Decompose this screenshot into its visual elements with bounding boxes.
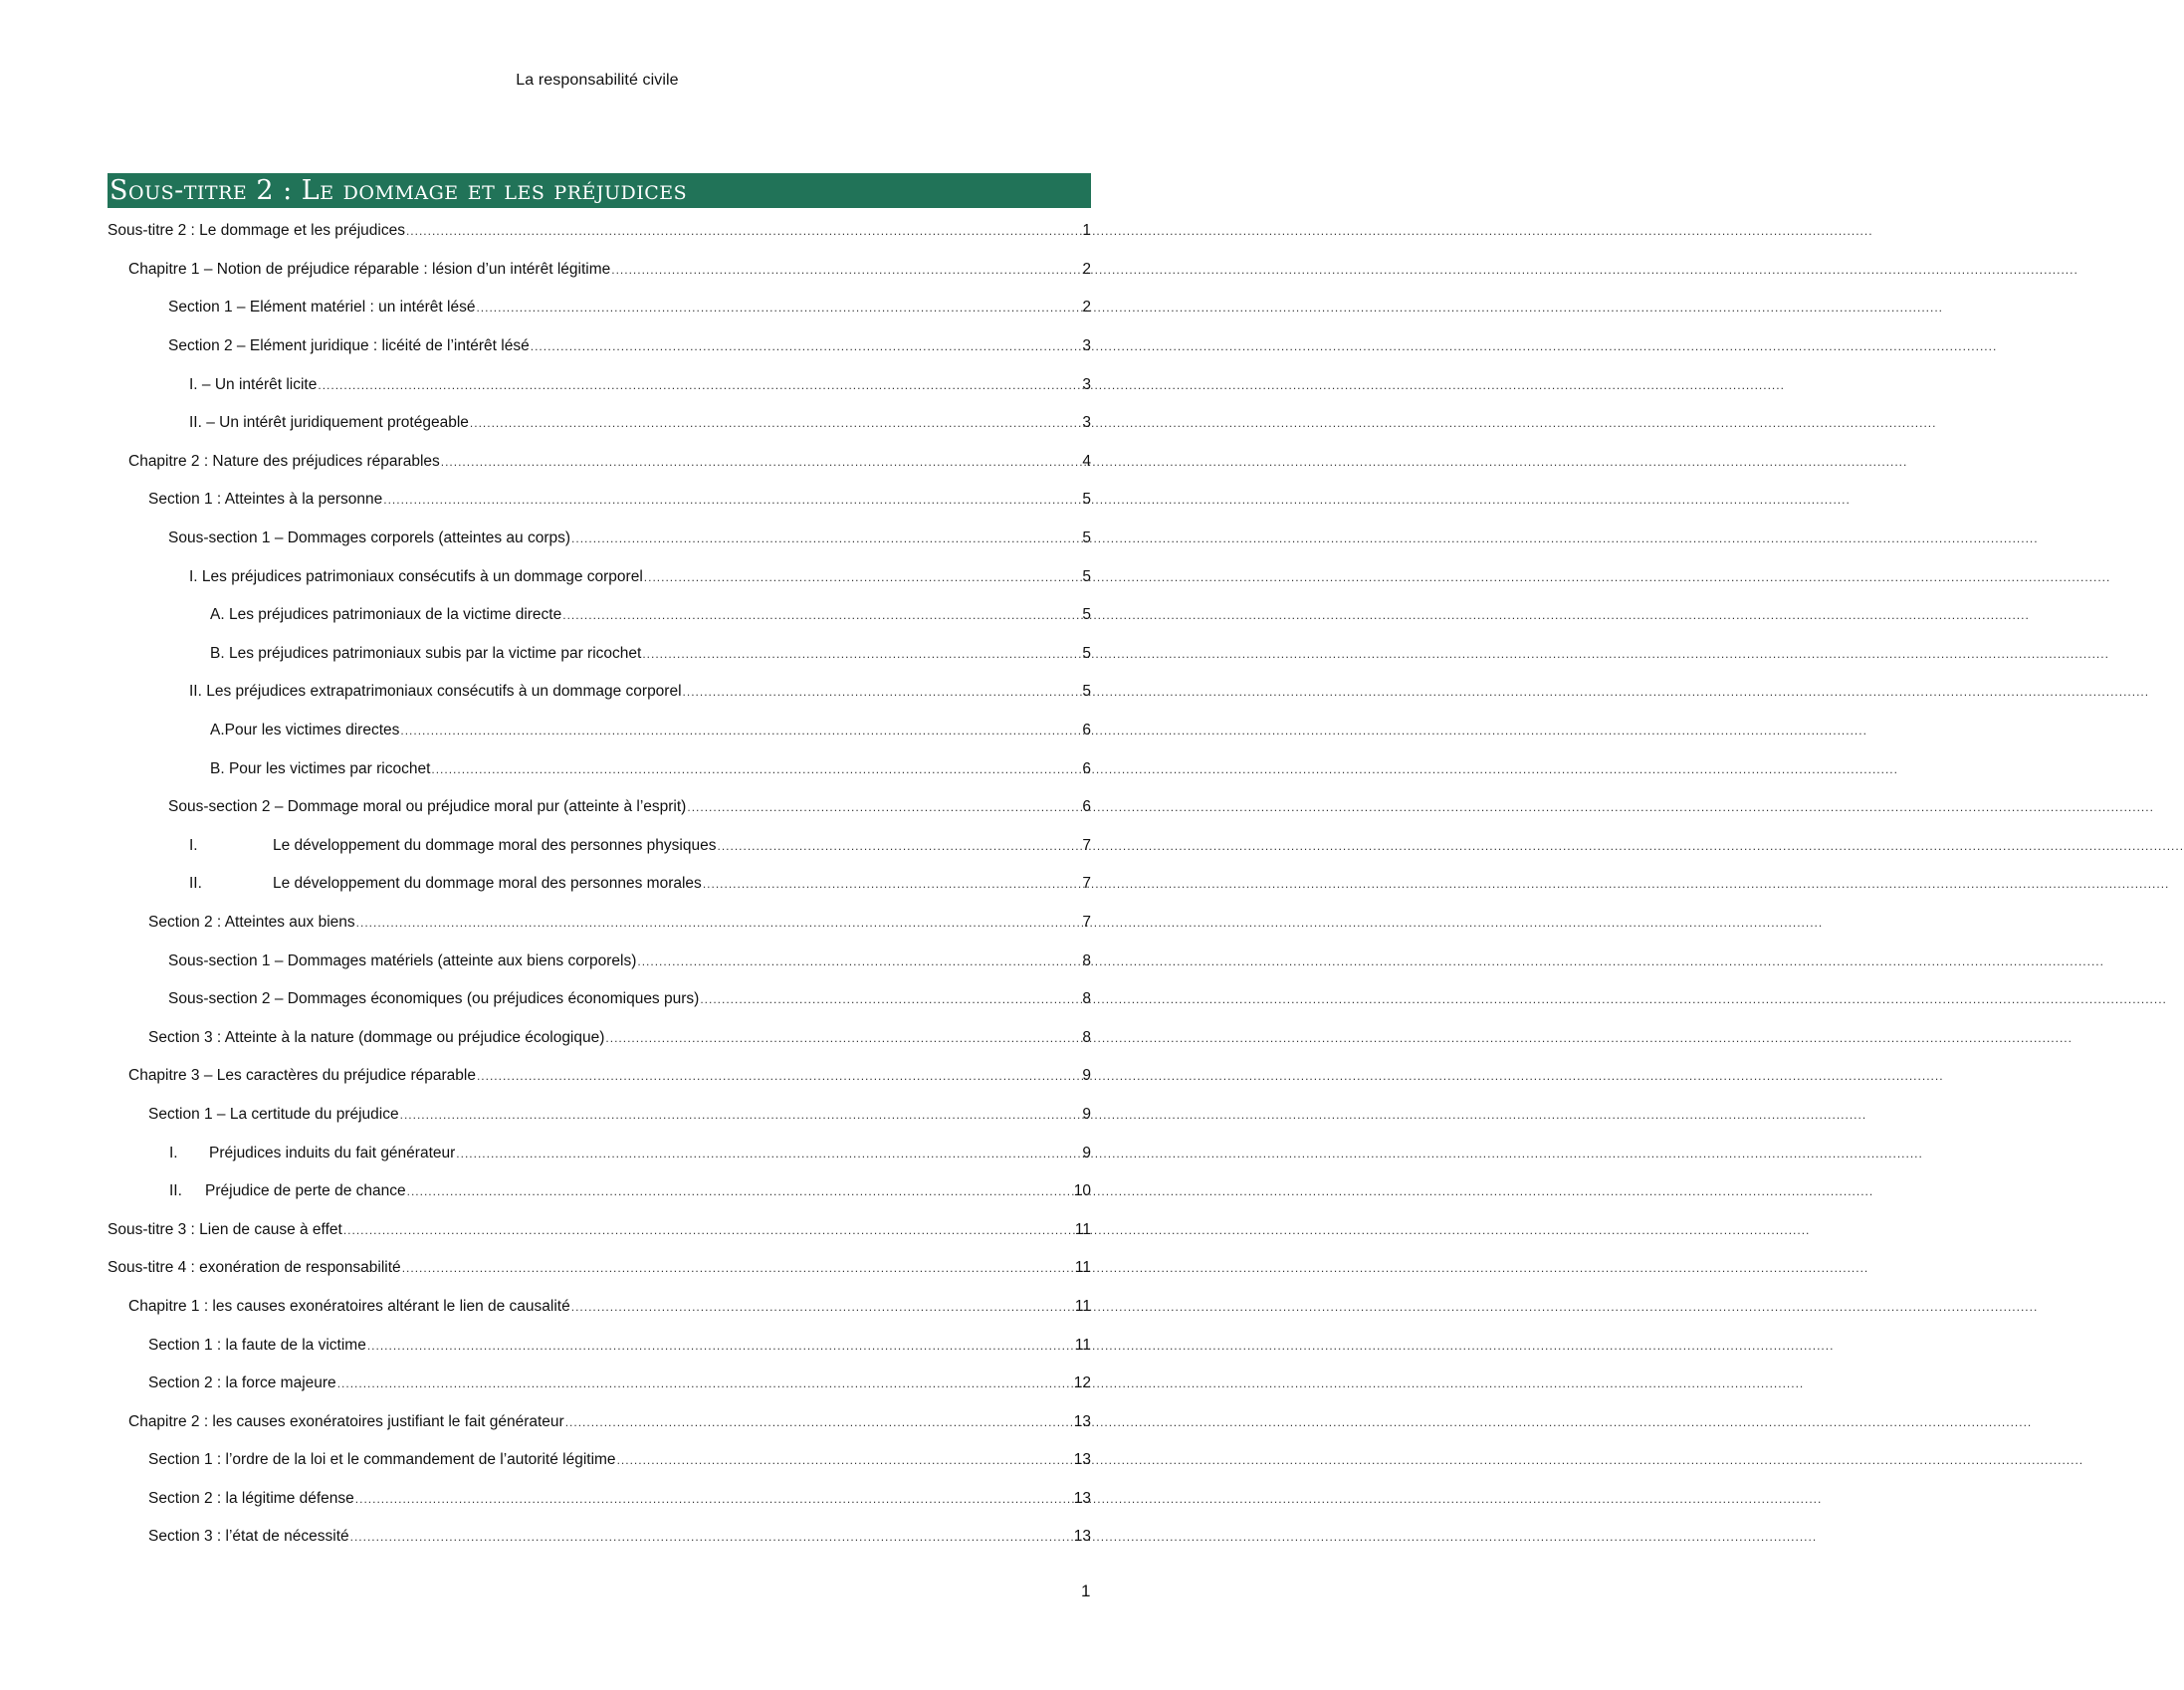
toc-entry-label: I. Les préjudices patrimoniaux consécutifs à un dommage corporel [189, 567, 643, 585]
toc-entry[interactable] [108, 1402, 1091, 1441]
toc-entry-page: 9 [1082, 1067, 1091, 1085]
toc-entry[interactable] [108, 827, 1091, 866]
toc-entry-page: 7 [1082, 875, 1091, 893]
toc-entry-page: 9 [1082, 1144, 1091, 1162]
toc-entry[interactable] [108, 481, 1091, 520]
toc-entry-label: Sous-section 1 – Dommages corporels (atteintes au corps) [168, 529, 571, 547]
toc-entry-label: Section 2 : Atteintes aux biens [148, 913, 355, 931]
toc-entry-text: Préjudices induits du fait générateur [209, 1144, 456, 1162]
toc-entry-page: 11 [1074, 1259, 1091, 1277]
toc-entry-page: 7 [1082, 913, 1091, 931]
toc-entry-label: B. Pour les victimes par ricochet [210, 759, 431, 777]
toc-entry-label [189, 837, 716, 855]
toc-entry-page: 5 [1082, 491, 1091, 509]
toc-entry-page: 2 [1082, 260, 1091, 278]
section-heading: Sous-titre 2 : Le dommage et les préjudices [108, 173, 1091, 208]
toc-entry-label: II. – Un intérêt juridiquement protégeable [189, 414, 469, 432]
toc-entry-label: Section 1 – Elément matériel : un intérêt lésé [168, 299, 476, 317]
toc-entry-label: Chapitre 1 : les causes exonératoires altérant le lien de causalité [128, 1297, 570, 1315]
toc-entry-label: B. Les préjudices patrimoniaux subis par la victime par ricochet [210, 644, 642, 662]
toc-entry-page: 5 [1082, 529, 1091, 547]
toc-entry-page: 5 [1082, 644, 1091, 662]
toc-entry-label: Section 1 : Atteintes à la personne [148, 491, 383, 509]
toc-entry-label: Section 2 : la force majeure [148, 1374, 336, 1392]
toc-entry-number: II. [189, 875, 202, 893]
toc-entry[interactable] [108, 1518, 1091, 1557]
toc-entry-page: 8 [1082, 1028, 1091, 1046]
toc-entry[interactable] [108, 557, 1091, 596]
toc-entry-label: Sous-titre 4 : exonération de responsabilité [108, 1259, 401, 1277]
toc-entry-label: Chapitre 1 – Notion de préjudice réparable : lésion d’un intérêt légitime [128, 260, 611, 278]
toc-entry[interactable] [108, 1288, 1091, 1327]
toc-entry[interactable] [108, 1172, 1091, 1211]
toc-entry[interactable] [108, 289, 1091, 327]
running-header: La responsabilité civile [516, 72, 679, 89]
toc-entry-label: Sous-section 2 – Dommage moral ou préjudice moral pur (atteinte à l’esprit) [168, 798, 687, 816]
toc-entry-label: Sous-section 2 – Dommages économiques (ou préjudices économiques purs) [168, 990, 700, 1008]
toc-entry-page: 12 [1073, 1374, 1091, 1392]
toc-entry[interactable] [108, 1134, 1091, 1172]
toc-entry[interactable] [108, 980, 1091, 1019]
toc-entry-page: 13 [1073, 1412, 1091, 1430]
toc-entry-label: Section 3 : Atteinte à la nature (dommage ou préjudice écologique) [148, 1028, 605, 1046]
toc-entry-label: Sous-section 1 – Dommages matériels (atteinte aux biens corporels) [168, 951, 637, 969]
toc-entry[interactable] [108, 1441, 1091, 1480]
toc-entry[interactable] [108, 1057, 1091, 1096]
toc-entry-label: II. Les préjudices extrapatrimoniaux consécutifs à un dommage corporel [189, 683, 682, 701]
toc-entry[interactable] [108, 443, 1091, 482]
toc-entry-page: 8 [1082, 951, 1091, 969]
toc-entry[interactable] [108, 749, 1091, 788]
toc-entry[interactable] [108, 1210, 1091, 1249]
toc-entry-page: 11 [1074, 1297, 1091, 1315]
toc-entry-page: 6 [1082, 722, 1091, 739]
toc-entry-label: Sous-titre 3 : Lien de cause à effet [108, 1220, 342, 1238]
toc-entry-label: Section 1 : la faute de la victime [148, 1336, 366, 1354]
toc-entry-text: Le développement du dommage moral des personnes physiques [273, 836, 717, 854]
toc-entry-number: I. [189, 836, 198, 854]
toc-entry[interactable] [108, 788, 1091, 827]
toc-entry[interactable] [108, 1096, 1091, 1135]
toc-entry-page: 13 [1073, 1451, 1091, 1469]
toc-entry-label [169, 1182, 406, 1200]
toc-entry-label: Chapitre 2 : Nature des préjudices réparables [128, 452, 440, 470]
toc-entry[interactable] [108, 712, 1091, 750]
toc-entry[interactable] [108, 596, 1091, 635]
toc-entry-page: 3 [1082, 375, 1091, 393]
toc-entry-text: Préjudice de perte de chance [205, 1182, 406, 1200]
toc-entry-page: 8 [1082, 990, 1091, 1008]
toc-entry-page: 11 [1074, 1336, 1091, 1354]
toc-entry-page: 11 [1074, 1220, 1091, 1238]
toc-entry-label: I. – Un intérêt licite [189, 375, 318, 393]
toc-entry-label: A.Pour les victimes directes [210, 722, 400, 739]
toc-entry-label: A. Les préjudices patrimoniaux de la victime directe [210, 606, 562, 624]
toc-entry[interactable] [108, 673, 1091, 712]
toc-entry-label: Section 2 – Elément juridique : licéité de l’intérêt lésé [168, 337, 530, 355]
toc-entry-number: I. [169, 1144, 178, 1162]
toc-entry-label: Section 1 : l’ordre de la loi et le commandement de l’autorité légitime [148, 1451, 616, 1469]
toc-entry-label: Section 2 : la légitime défense [148, 1489, 354, 1507]
toc-entry-page: 4 [1082, 452, 1091, 470]
toc-entry[interactable] [108, 251, 1091, 290]
toc-entry-label [189, 875, 702, 893]
toc-entry-label: Chapitre 2 : les causes exonératoires justifiant le fait générateur [128, 1412, 564, 1430]
toc-entry-page: 5 [1082, 683, 1091, 701]
toc-entry[interactable] [108, 1365, 1091, 1403]
toc-entry-number: II. [169, 1182, 182, 1200]
toc-entry-page: 9 [1082, 1105, 1091, 1123]
toc-entry-label: Section 3 : l’état de nécessité [148, 1528, 349, 1546]
toc-entry-label: Section 1 – La certitude du préjudice [148, 1105, 399, 1123]
toc-entry-label: Sous-titre 2 : Le dommage et les préjudices [108, 222, 405, 240]
toc-entry-page: 6 [1082, 798, 1091, 816]
toc-entry[interactable] [108, 904, 1091, 943]
toc-entry[interactable] [108, 212, 1091, 251]
toc-entry[interactable] [108, 942, 1091, 980]
toc-entry-page: 1 [1082, 222, 1091, 240]
toc-entry-text: Le développement du dommage moral des personnes morales [273, 875, 702, 893]
toc-entry-page: 13 [1073, 1489, 1091, 1507]
toc-entry-page: 7 [1082, 836, 1091, 854]
toc-entry-page: 3 [1082, 414, 1091, 432]
toc-entry-label: Chapitre 3 – Les caractères du préjudice réparable [128, 1067, 476, 1085]
table-of-contents [108, 212, 1091, 1557]
toc-entry-label [169, 1145, 455, 1162]
toc-entry-page: 5 [1082, 567, 1091, 585]
toc-entry-page: 5 [1082, 606, 1091, 624]
toc-entry-page: 3 [1082, 337, 1091, 355]
toc-entry[interactable] [108, 327, 1091, 366]
toc-entry[interactable] [108, 1018, 1091, 1057]
toc-entry[interactable] [108, 1326, 1091, 1365]
toc-entry[interactable] [108, 404, 1091, 443]
toc-entry[interactable] [108, 520, 1091, 558]
page-number: 1 [1081, 1582, 1091, 1600]
toc-entry-page: 6 [1082, 759, 1091, 777]
toc-entry[interactable] [108, 1480, 1091, 1519]
toc-entry-page: 2 [1082, 299, 1091, 317]
toc-entry[interactable] [108, 635, 1091, 674]
toc-entry[interactable] [108, 365, 1091, 404]
toc-entry[interactable] [108, 865, 1091, 904]
toc-entry-page: 13 [1073, 1528, 1091, 1546]
toc-entry[interactable] [108, 1249, 1091, 1288]
toc-entry-page: 10 [1073, 1182, 1091, 1200]
